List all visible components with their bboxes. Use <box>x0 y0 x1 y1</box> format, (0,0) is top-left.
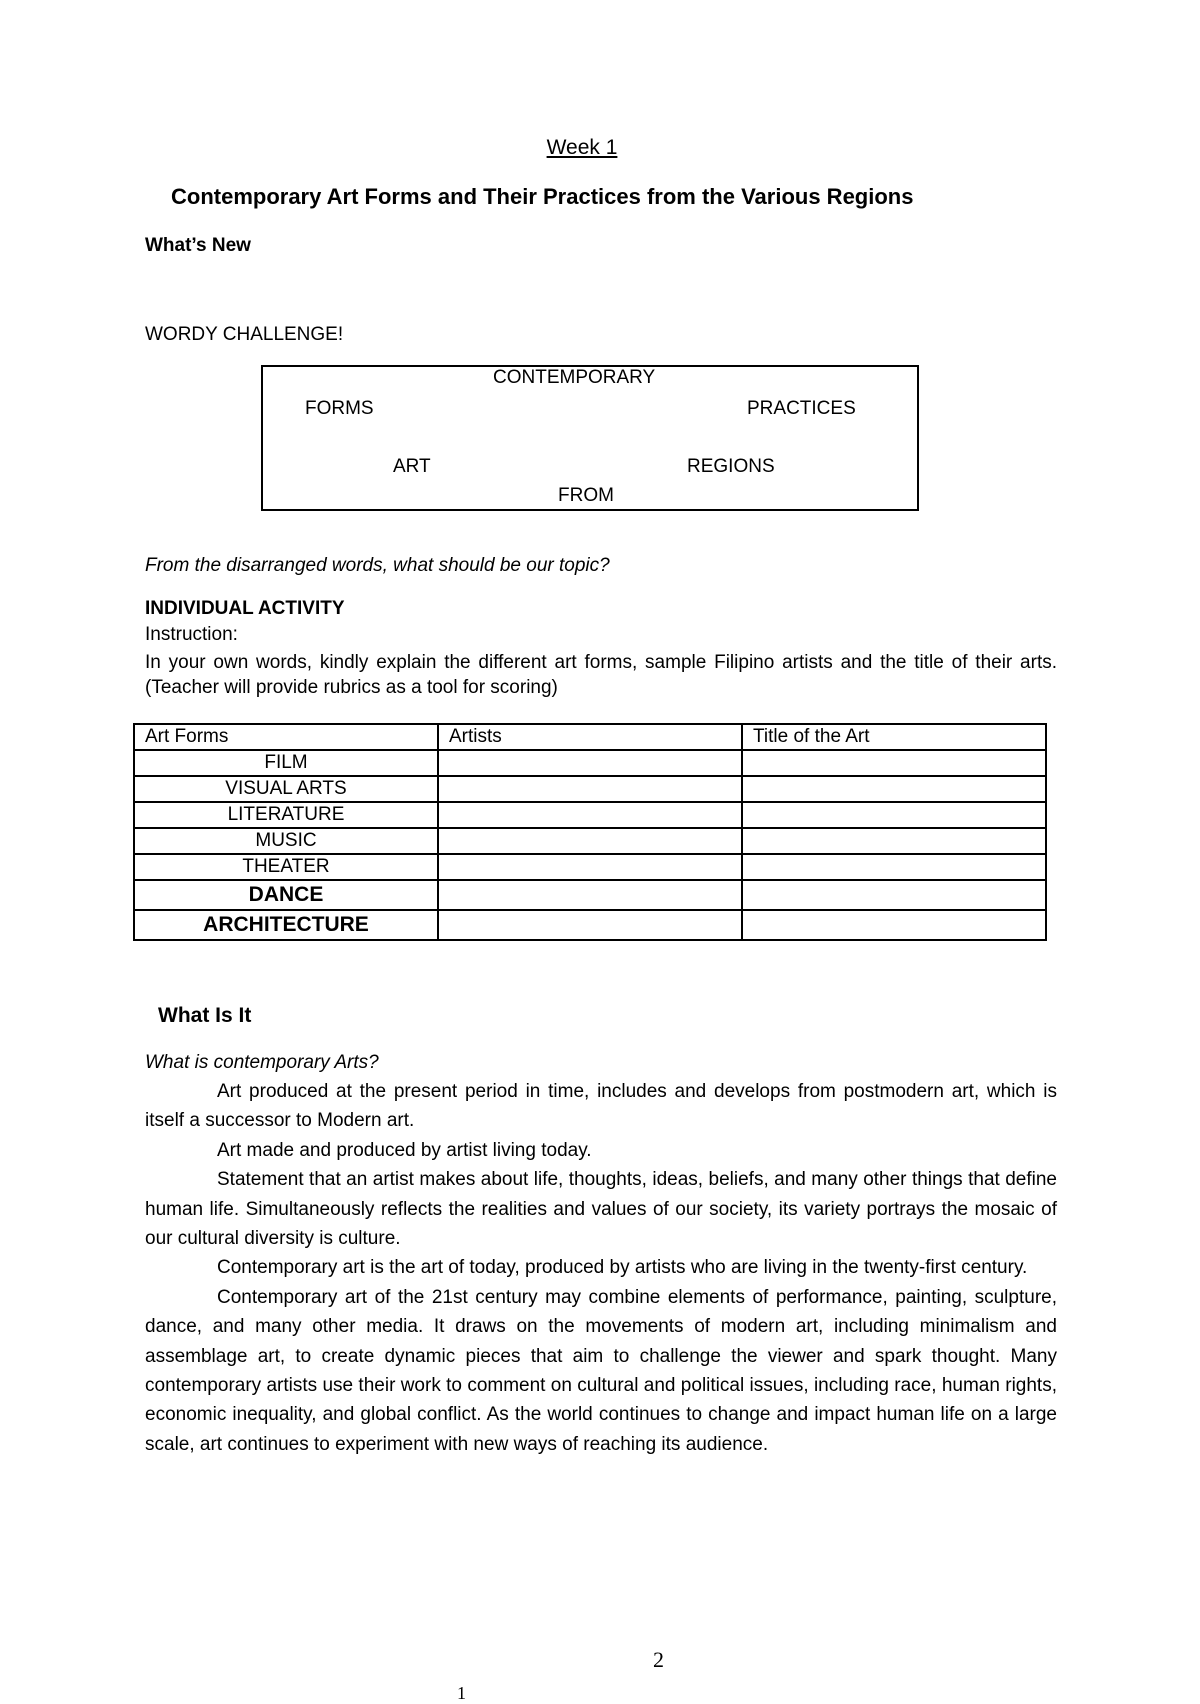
paragraph: Art made and produced by artist living today. <box>217 1139 592 1161</box>
title-cell[interactable] <box>742 854 1046 880</box>
word-contemporary: CONTEMPORARY <box>493 367 656 388</box>
word-art: ART <box>393 456 431 477</box>
word-box <box>261 365 919 511</box>
activity-heading: INDIVIDUAL ACTIVITY <box>145 598 345 619</box>
paragraph: Art produced at the present period in time, includes and develops from postmodern art, which is itself a successor to Modern art. <box>145 1081 1057 1132</box>
table-header-row <box>134 724 1046 750</box>
word-from: FROM <box>558 485 614 506</box>
word-forms: FORMS <box>305 398 374 419</box>
instruction-label: Instruction: <box>145 624 238 645</box>
page-title: Contemporary Art Forms and Their Practices from the Various Regions <box>171 184 914 209</box>
wordy-challenge-label: WORDY CHALLENGE! <box>145 324 344 345</box>
body-text <box>145 1077 1057 1459</box>
week-label: Week 1 <box>546 136 618 159</box>
artists-cell[interactable] <box>438 802 742 828</box>
art-form-cell: LITERATURE <box>134 802 438 828</box>
title-cell[interactable] <box>742 828 1046 854</box>
artists-cell[interactable] <box>438 750 742 776</box>
artists-cell[interactable] <box>438 880 742 910</box>
what-is-it-heading: What Is It <box>158 1004 252 1027</box>
art-form-cell: ARCHITECTURE <box>134 910 438 940</box>
art-form-cell: MUSIC <box>134 828 438 854</box>
header-title-of-art: Title of the Art <box>742 724 1046 750</box>
artists-cell[interactable] <box>438 776 742 802</box>
artists-cell[interactable] <box>438 910 742 940</box>
title-cell[interactable] <box>742 776 1046 802</box>
table-row <box>134 910 1046 940</box>
sub-page-number: 1 <box>457 1683 466 1703</box>
instruction-text: In your own words, kindly explain the different art forms, sample Filipino artists and the title of their arts. (Teacher will provide rubrics as a tool for scoring) <box>145 652 1057 698</box>
table-row <box>134 828 1046 854</box>
topic-question: From the disarranged words, what should be our topic? <box>145 555 610 576</box>
word-regions: REGIONS <box>687 456 775 477</box>
table-row <box>134 802 1046 828</box>
whats-new-heading: What’s New <box>145 235 251 256</box>
art-form-cell: THEATER <box>134 854 438 880</box>
table-row <box>134 750 1046 776</box>
contemporary-arts-question: What is contemporary Arts? <box>145 1052 379 1073</box>
table-row <box>134 776 1046 802</box>
word-practices: PRACTICES <box>747 398 856 419</box>
header-artists: Artists <box>438 724 742 750</box>
table-row <box>134 880 1046 910</box>
art-form-cell: DANCE <box>134 880 438 910</box>
table-row <box>134 854 1046 880</box>
paragraph: Statement that an artist makes about life, thoughts, ideas, beliefs, and many other things that define human life. Simultaneously reflects the realities and values of our society, its variety portrays the mosaic of our cultural diversity is culture. <box>145 1169 1057 1250</box>
art-form-cell: VISUAL ARTS <box>134 776 438 802</box>
artists-cell[interactable] <box>438 828 742 854</box>
page-number: 2 <box>653 1647 664 1672</box>
title-cell[interactable] <box>742 910 1046 940</box>
title-cell[interactable] <box>742 802 1046 828</box>
paragraph: Contemporary art is the art of today, produced by artists who are living in the twenty-first century. <box>217 1257 1028 1279</box>
art-form-cell: FILM <box>134 750 438 776</box>
title-cell[interactable] <box>742 880 1046 910</box>
paragraph: Contemporary art of the 21st century may combine elements of performance, painting, sculpture, dance, and many other media. It draws on the movements of modern art, including minimalism and assemblage art, to create dynamic pieces that aim to challenge the viewer and spark thought. Many contemporary artists use their work to comment on cultural and political issues, including race, human rights, economic inequality, and global conflict. As the world continues to change and impact human life on a large scale, art continues to experiment with new ways of reaching its audience. <box>145 1286 1057 1455</box>
art-forms-table <box>133 723 1047 941</box>
title-cell[interactable] <box>742 750 1046 776</box>
artists-cell[interactable] <box>438 854 742 880</box>
header-art-forms: Art Forms <box>134 724 438 750</box>
